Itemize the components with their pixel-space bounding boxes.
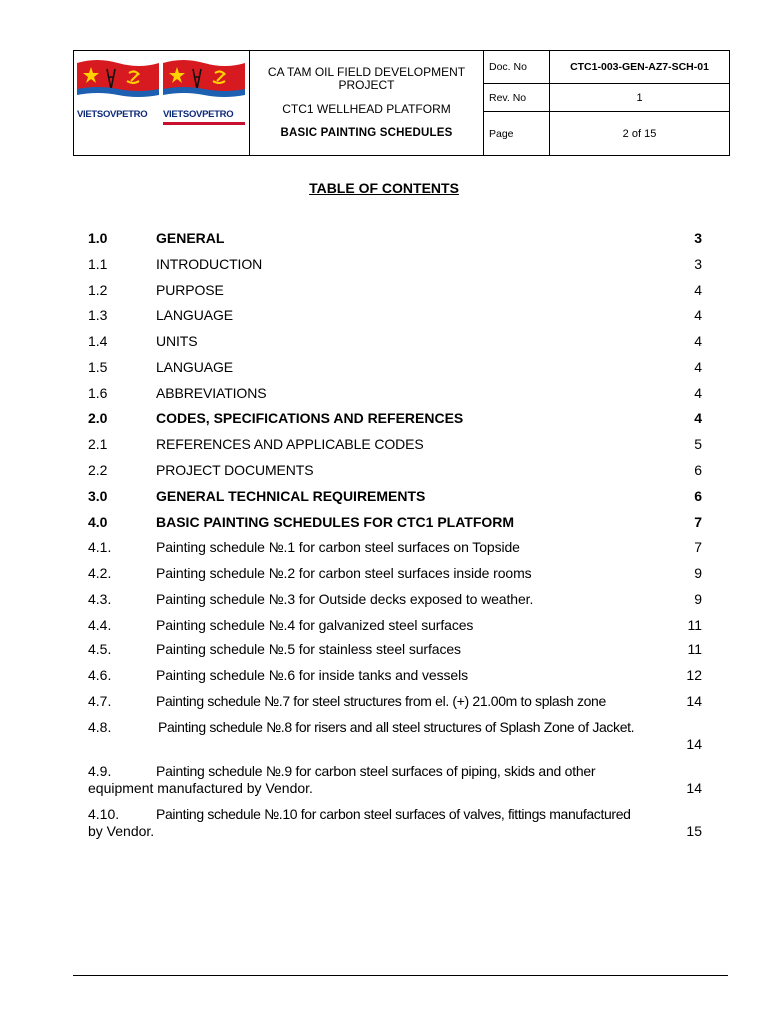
toc-entry-number: 2.1	[88, 436, 108, 452]
project-title-cell	[250, 51, 484, 156]
toc-entry-page: 15	[686, 823, 702, 839]
toc-entry-number: 4.1.	[88, 539, 112, 555]
toc-entry-page: 6	[694, 488, 702, 504]
toc-entry-number: 4.10.	[88, 806, 120, 822]
toc-entry-number: 1.6	[88, 385, 108, 401]
toc-entry[interactable]	[88, 693, 702, 713]
page-value: 2 of 15	[550, 112, 730, 156]
toc-entry-title: Painting schedule №.6 for inside tanks and vessels	[156, 667, 468, 683]
toc-entry-title: Painting schedule №.4 for galvanized steel surfaces	[156, 617, 474, 633]
toc-entry[interactable]	[88, 359, 702, 379]
toc-entry[interactable]	[88, 333, 702, 353]
toc-entry-page: 4	[694, 307, 702, 323]
toc-entry-page: 11	[687, 617, 702, 633]
doc-no-value: CTC1-003-GEN-AZ7-SCH-01	[550, 51, 730, 84]
toc-entry[interactable]	[88, 565, 702, 585]
rev-no-value: 1	[550, 84, 730, 112]
toc-entry-title: LANGUAGE	[156, 307, 233, 323]
toc-entry-page: 7	[694, 514, 702, 530]
toc-entry-title: GENERAL	[156, 230, 225, 246]
toc-entry-page: 4	[694, 410, 702, 426]
toc-entry-number: 1.0	[88, 230, 108, 246]
toc-entry-title: PROJECT DOCUMENTS	[156, 462, 314, 478]
toc-entry[interactable]	[88, 385, 702, 405]
doc-no-label: Doc. No	[484, 51, 550, 84]
toc-entry-number: 4.3.	[88, 591, 112, 607]
toc-entry-number: 1.2	[88, 282, 108, 298]
toc-entry[interactable]	[88, 230, 702, 250]
footer-divider	[73, 975, 728, 976]
brand-text: VIETSOVPETRO	[77, 109, 148, 120]
toc-entry-number: 2.0	[88, 410, 108, 426]
toc-entry-page: 4	[694, 333, 702, 349]
toc-entry-title: PURPOSE	[156, 282, 224, 298]
toc-heading: TABLE OF CONTENTS	[309, 180, 459, 196]
toc-entry-page: 14	[686, 693, 702, 709]
toc-entry[interactable]	[88, 763, 702, 801]
toc-entry-page: 12	[686, 667, 702, 683]
vietsovpetro-flag-logo-icon	[163, 59, 245, 97]
toc-entry[interactable]	[88, 488, 702, 508]
brand-underline	[163, 122, 245, 125]
document-header	[73, 50, 730, 156]
toc-entry[interactable]	[88, 617, 702, 637]
document-title: BASIC PAINTING SCHEDULES	[280, 127, 453, 139]
toc-entry-page: 7	[694, 539, 702, 555]
toc-entry[interactable]	[88, 436, 702, 456]
logo-cell	[74, 51, 250, 156]
toc-entry[interactable]	[88, 410, 702, 430]
toc-entry-title-line1: Painting schedule №.9 for carbon steel surfaces of piping, skids and other	[156, 763, 596, 779]
toc-entry-page: 3	[694, 230, 702, 246]
toc-entry-page: 14	[686, 780, 702, 796]
toc-entry[interactable]	[88, 307, 702, 327]
toc-entry-title: Painting schedule №.7 for steel structures from el. (+) 21.00m to splash zone	[156, 693, 606, 709]
toc-entry[interactable]	[88, 539, 702, 559]
toc-entry-number: 2.2	[88, 462, 108, 478]
toc-entry-number: 1.5	[88, 359, 108, 375]
toc-entry[interactable]	[88, 641, 702, 661]
toc-entry[interactable]	[88, 514, 702, 534]
toc-entry[interactable]	[88, 667, 702, 687]
toc-entry-number: 3.0	[88, 488, 108, 504]
project-name-line1: CA TAM OIL FIELD DEVELOPMENT	[267, 65, 466, 79]
toc-entry-title: INTRODUCTION	[156, 256, 263, 272]
toc-entry-title: Painting schedule №.3 for Outside decks exposed to weather.	[156, 591, 534, 607]
platform-name: CTC1 WELLHEAD PLATFORM	[282, 102, 451, 116]
toc-entry-title: CODES, SPECIFICATIONS AND REFERENCES	[156, 410, 464, 426]
toc-entry-number: 4.4.	[88, 617, 112, 633]
project-name-line2: PROJECT	[338, 78, 395, 92]
toc-entry-page: 4	[694, 282, 702, 298]
rev-no-label: Rev. No	[484, 84, 550, 112]
toc-entry-title-line1: Painting schedule №.10 for carbon steel surfaces of valves, fittings manufactured	[156, 806, 631, 822]
toc-entry-title: BASIC PAINTING SCHEDULES FOR CTC1 PLATFORM	[156, 514, 515, 530]
page-label: Page	[484, 112, 550, 156]
toc-entry-page: 9	[694, 591, 702, 607]
toc-entry-title: REFERENCES AND APPLICABLE CODES	[156, 436, 424, 452]
toc-entry-title-line2: by Vendor.	[88, 823, 155, 839]
toc-entry-number: 4.8.	[88, 719, 112, 735]
toc-entry-number: 1.1	[88, 256, 108, 272]
toc-entry[interactable]	[88, 462, 702, 482]
toc-entry-title: Painting schedule №.5 for stainless steel surfaces	[156, 641, 461, 657]
toc-entry-title: GENERAL TECHNICAL REQUIREMENTS	[156, 488, 426, 504]
toc-entry[interactable]	[88, 282, 702, 302]
toc-entry-page: 5	[694, 436, 702, 452]
toc-entry-number: 4.2.	[88, 565, 112, 581]
toc-entry-title-line2: equipment manufactured by Vendor.	[88, 780, 313, 796]
toc-entry-page: 14	[686, 736, 702, 752]
toc-entry-number: 4.0	[88, 514, 108, 530]
toc-entry-title: Painting schedule №.1 for carbon steel surfaces on Topside	[156, 539, 520, 555]
toc-entry[interactable]	[88, 591, 702, 611]
toc-entry-page: 4	[694, 359, 702, 375]
toc-entry-title: LANGUAGE	[156, 359, 233, 375]
toc-entry-page: 3	[694, 256, 702, 272]
toc-entry-number: 4.5.	[88, 641, 112, 657]
toc-entry-page: 9	[694, 565, 702, 581]
brand-text: VIETSOVPETRO	[163, 109, 234, 120]
toc-entry-number: 1.4	[88, 333, 108, 349]
toc-entry[interactable]	[88, 256, 702, 276]
toc-entry-page: 11	[687, 641, 702, 657]
toc-entry-page: 6	[694, 462, 702, 478]
toc-entry-title: UNITS	[156, 333, 198, 349]
toc-entry[interactable]	[88, 719, 702, 757]
toc-entry-title: ABBREVIATIONS	[156, 385, 267, 401]
toc-entry[interactable]	[88, 806, 702, 844]
toc-entry-number: 4.9.	[88, 763, 112, 779]
toc-entry-title: Painting schedule №.8 for risers and all steel structures of Splash Zone of Jacket.	[158, 719, 635, 735]
toc-entry-title: Painting schedule №.2 for carbon steel surfaces inside rooms	[156, 565, 532, 581]
toc-entry-number: 4.7.	[88, 693, 112, 709]
toc-entry-number: 1.3	[88, 307, 108, 323]
vietsovpetro-flag-logo-icon	[77, 59, 159, 97]
toc-entry-number: 4.6.	[88, 667, 112, 683]
toc-entry-page: 4	[694, 385, 702, 401]
